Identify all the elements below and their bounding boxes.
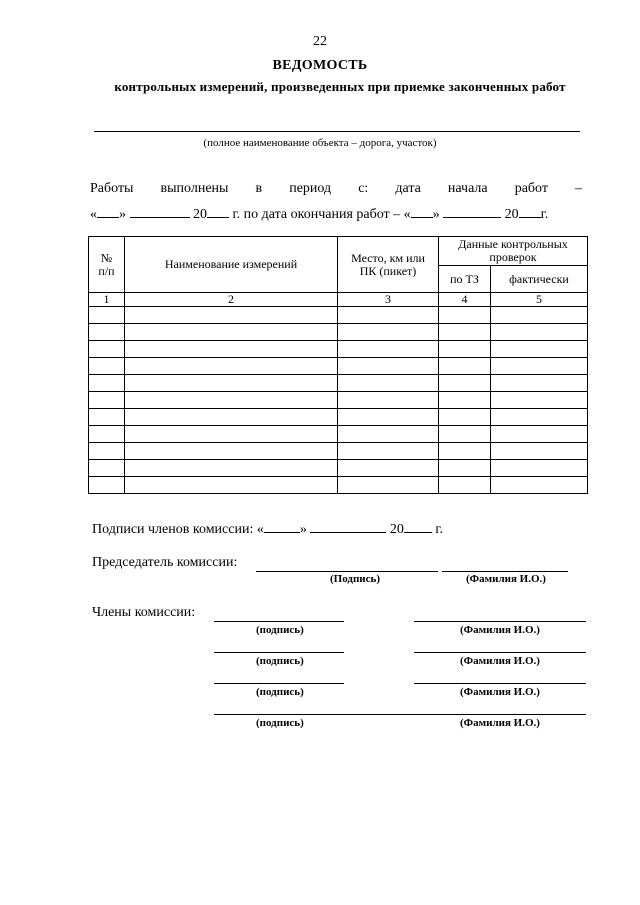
period-word: период — [289, 181, 332, 196]
document-title: ВЕДОМОСТЬ — [272, 58, 368, 73]
page-number: 22 — [313, 34, 327, 49]
table-cell[interactable] — [89, 477, 125, 494]
table-cell[interactable] — [491, 341, 588, 358]
start-year-prefix: 20 — [193, 207, 207, 222]
start-year-field[interactable] — [207, 203, 229, 218]
table-cell[interactable] — [338, 375, 439, 392]
member-sign-caption: (подпись) — [256, 686, 304, 698]
table-row — [89, 392, 588, 409]
table-cell[interactable] — [439, 324, 491, 341]
table-cell[interactable] — [338, 358, 439, 375]
start-day-field[interactable] — [97, 203, 119, 218]
table-cell[interactable] — [439, 341, 491, 358]
member-name-caption: (Фамилия И.О.) — [460, 655, 540, 667]
table-cell[interactable] — [338, 324, 439, 341]
table-row — [89, 409, 588, 426]
table-cell[interactable] — [125, 443, 338, 460]
period-word: Работы — [90, 181, 134, 196]
table-row — [89, 358, 588, 375]
period-word: с: — [358, 181, 369, 196]
table-cell[interactable] — [439, 358, 491, 375]
table-cell[interactable] — [439, 426, 491, 443]
table-row — [89, 443, 588, 460]
close-quote: » — [299, 522, 307, 537]
open-quote: « — [403, 207, 411, 222]
table-cell[interactable] — [89, 426, 125, 443]
table-cell[interactable] — [125, 426, 338, 443]
end-month-field[interactable] — [443, 203, 501, 218]
col-header-place: Место, км или ПК (пикет) — [338, 237, 439, 293]
chairman-name-line[interactable] — [442, 571, 568, 572]
table-cell[interactable] — [89, 375, 125, 392]
table-cell[interactable] — [89, 341, 125, 358]
table-cell[interactable] — [439, 443, 491, 460]
table-cell[interactable] — [491, 307, 588, 324]
members-label: Члены комиссии: — [92, 605, 196, 620]
table-cell[interactable] — [491, 443, 588, 460]
table-cell[interactable] — [338, 307, 439, 324]
table-cell[interactable] — [125, 392, 338, 409]
measurements-table — [88, 236, 588, 494]
table-cell[interactable] — [491, 358, 588, 375]
document-subtitle: контрольных измерений, произведенных при приемке законченных работ — [114, 79, 566, 94]
end-day-field[interactable] — [411, 203, 433, 218]
close-quote: » — [119, 207, 126, 222]
col-header-fact: фактически — [491, 266, 588, 293]
table-cell[interactable] — [338, 409, 439, 426]
table-cell[interactable] — [491, 477, 588, 494]
period-word: начала — [447, 181, 488, 196]
member-signature-line[interactable] — [214, 652, 344, 653]
chairman-signature-line[interactable] — [256, 571, 438, 572]
table-cell[interactable] — [491, 324, 588, 341]
table-cell[interactable] — [491, 426, 588, 443]
period-word: дата — [395, 181, 421, 196]
table-row — [89, 324, 588, 341]
table-cell[interactable] — [439, 460, 491, 477]
chairman-label: Председатель комиссии: — [92, 555, 238, 570]
table-row — [89, 426, 588, 443]
col-number: 1 — [89, 293, 125, 307]
col-header-number: № п/п — [89, 237, 125, 293]
member-name-caption: (Фамилия И.О.) — [460, 624, 540, 636]
table-cell[interactable] — [125, 324, 338, 341]
table-cell[interactable] — [439, 307, 491, 324]
table-cell[interactable] — [491, 409, 588, 426]
sign-year-suffix: г. — [435, 522, 444, 537]
col-number: 5 — [491, 293, 588, 307]
table-cell[interactable] — [89, 409, 125, 426]
table-cell[interactable] — [89, 307, 125, 324]
member-sign-caption: (подпись) — [256, 655, 304, 667]
object-name-caption: (полное наименование объекта – дорога, участок) — [203, 137, 437, 149]
table-cell[interactable] — [125, 460, 338, 477]
col-header-tz: по ТЗ — [439, 266, 491, 293]
chairman-name-caption: (Фамилия И.О.) — [466, 573, 546, 585]
table-cell[interactable] — [491, 460, 588, 477]
table-cell[interactable] — [338, 341, 439, 358]
end-year-field[interactable] — [519, 203, 541, 218]
col-number: 4 — [439, 293, 491, 307]
table-cell[interactable] — [89, 324, 125, 341]
member-signature-line[interactable] — [214, 621, 344, 622]
sign-month-field[interactable] — [310, 518, 386, 533]
table-row — [89, 307, 588, 324]
table-row — [89, 460, 588, 477]
table-cell[interactable] — [439, 477, 491, 494]
col-number: 3 — [338, 293, 439, 307]
table-row — [89, 375, 588, 392]
end-date-label: г. по дата окончания работ – — [232, 207, 401, 222]
period-word: – — [575, 181, 583, 196]
table-cell[interactable] — [338, 426, 439, 443]
end-year-suffix: г. — [540, 207, 549, 222]
period-line-1 — [90, 181, 582, 197]
table-cell[interactable] — [338, 443, 439, 460]
table-cell[interactable] — [439, 409, 491, 426]
members-sign-date-line — [92, 518, 443, 538]
member-name-line[interactable] — [414, 621, 586, 622]
chairman-sign-caption: (Подпись) — [330, 573, 381, 585]
table-cell[interactable] — [125, 341, 338, 358]
table-cell[interactable] — [89, 358, 125, 375]
member-name-caption: (Фамилия И.О.) — [460, 717, 540, 729]
members-sign-label: Подписи членов комиссии: « — [92, 522, 264, 537]
member-signature-line[interactable] — [214, 714, 586, 715]
sign-year-prefix: 20 — [389, 522, 404, 537]
table-cell[interactable] — [125, 409, 338, 426]
close-quote: » — [432, 207, 440, 222]
start-month-field[interactable] — [130, 203, 190, 218]
member-sign-caption: (подпись) — [256, 717, 304, 729]
table-cell[interactable] — [125, 477, 338, 494]
table-cell[interactable] — [338, 392, 439, 409]
table-row — [89, 477, 588, 494]
table-cell[interactable] — [89, 392, 125, 409]
table-cell[interactable] — [491, 392, 588, 409]
table-cell[interactable] — [439, 375, 491, 392]
col-header-name: Наименование измерений — [125, 237, 338, 293]
member-sign-caption: (подпись) — [256, 624, 304, 636]
col-number: 2 — [125, 293, 338, 307]
object-name-line — [94, 131, 580, 132]
table-cell[interactable] — [338, 477, 439, 494]
open-quote: « — [90, 207, 97, 222]
end-year-prefix: 20 — [504, 207, 519, 222]
table-cell[interactable] — [125, 375, 338, 392]
table-cell[interactable] — [89, 443, 125, 460]
period-word: работ — [514, 181, 548, 196]
period-word: выполнены — [160, 181, 229, 196]
sign-year-field[interactable] — [404, 518, 432, 533]
table-cell[interactable] — [125, 307, 338, 324]
table-cell[interactable] — [89, 460, 125, 477]
table-cell[interactable] — [338, 460, 439, 477]
member-signature-line[interactable] — [214, 683, 344, 684]
period-line-2 — [90, 203, 582, 223]
member-name-line[interactable] — [414, 652, 586, 653]
member-name-caption: (Фамилия И.О.) — [460, 686, 540, 698]
member-name-line[interactable] — [414, 683, 586, 684]
period-word: в — [255, 181, 263, 196]
sign-day-field[interactable] — [264, 518, 300, 533]
col-header-group: Данные контрольных проверок — [439, 237, 588, 266]
table-row — [89, 341, 588, 358]
table-cell[interactable] — [491, 375, 588, 392]
table-cell[interactable] — [439, 392, 491, 409]
table-cell[interactable] — [125, 358, 338, 375]
